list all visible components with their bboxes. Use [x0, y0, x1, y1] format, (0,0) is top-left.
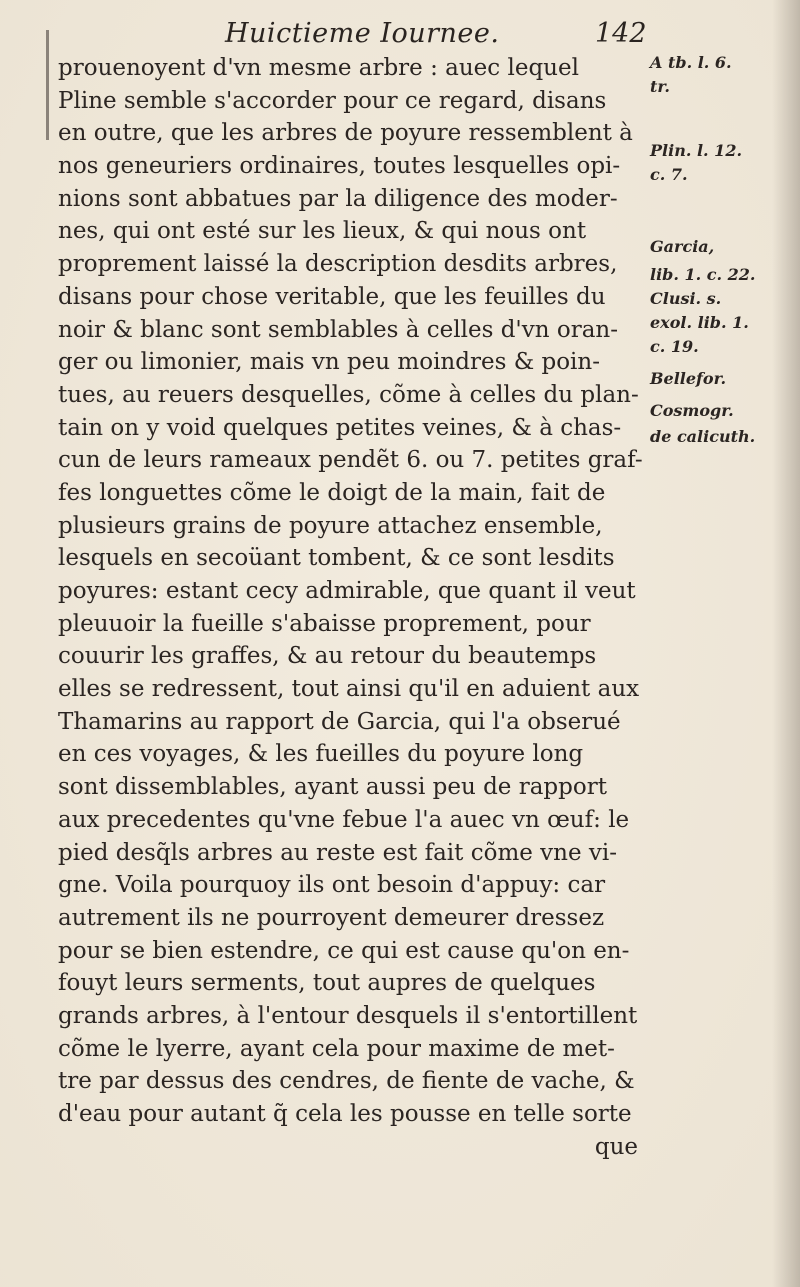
- text-line: d'eau pour autant q̃ cela les pousse en telle sorte: [58, 1101, 632, 1127]
- text-line: poyures: estant cecy admirable, que quant il veut: [58, 578, 636, 604]
- catchword: que: [594, 1133, 638, 1160]
- text-line: plusieurs grains de poyure attachez ensemble,: [58, 512, 603, 539]
- text-line: tre par dessus des cendres, de fiente de vache, &: [58, 1068, 635, 1095]
- text-line: Thamarins au rapport de Garcia, qui l'a obserué: [58, 708, 621, 735]
- text-line: fouyt leurs serments, tout aupres de quelques: [58, 970, 596, 997]
- page-header: [60, 14, 650, 54]
- text-line: sont dissemblables, ayant aussi peu de rapport: [58, 774, 607, 801]
- text-line: grands arbres, à l'entour desquels il s'entortillent: [58, 1002, 638, 1029]
- text-line: couurir les graffes, & au retour du beautemps: [58, 643, 597, 670]
- text-line: nes, qui ont esté sur les lieux, & qui nous ont: [58, 218, 587, 245]
- text-line: nions sont abbatues par la diligence des moder-: [58, 185, 618, 212]
- text-line: aux precedentes qu'vne febue l'a auec vn œuf: le: [58, 806, 630, 833]
- page-edge-shadow: [772, 0, 800, 1287]
- margin-note: A tb. l. 6.: [650, 53, 732, 72]
- text-line: autrement ils ne pourroyent demeurer dressez: [58, 904, 605, 931]
- text-line: ger ou limonier, mais vn peu moindres & poin-: [58, 349, 600, 376]
- text-line: cõme le lyerre, ayant cela pour maxime de met-: [58, 1035, 615, 1062]
- text-line: en ces voyages, & les fueilles du poyure long: [58, 741, 584, 768]
- margin-note: lib. 1. c. 22.: [650, 265, 756, 284]
- text-line: noir & blanc sont semblables à celles d'vn oran-: [58, 316, 618, 343]
- text-line: proprement laissé la description desdits arbres,: [58, 251, 618, 278]
- text-line: elles se redressent, tout ainsi qu'il en aduient aux: [58, 676, 640, 703]
- text-line: disans pour chose veritable, que les feuilles du: [58, 283, 606, 310]
- margin-note: exol. lib. 1.: [650, 313, 749, 332]
- page-number: 142: [595, 18, 647, 49]
- margin-note: Bellefor.: [650, 369, 727, 388]
- margin-note: Clusi. s.: [650, 289, 722, 308]
- margin-note: de calicuth.: [650, 427, 756, 446]
- margin-note: Cosmogr.: [650, 401, 734, 420]
- margin-note: Plin. l. 12.: [650, 141, 743, 160]
- text-line: pied desq̃ls arbres au reste est fait cõme vne vi-: [58, 839, 618, 866]
- text-line: tues, au reuers desquelles, cõme à celles du plan-: [58, 381, 639, 408]
- text-line: prouenoyent d'vn mesme arbre : auec lequel: [58, 55, 579, 81]
- running-title: Huictieme Iournee.: [225, 18, 500, 49]
- text-line: pleuuoir la fueille s'abaisse proprement, pour: [58, 610, 591, 637]
- text-line: pour se bien estendre, ce qui est cause qu'on en-: [58, 937, 630, 964]
- body-text: [58, 52, 648, 1163]
- text-line: Pline semble s'accorder pour ce regard, disans: [58, 87, 607, 114]
- text-line: tain on y void quelques petites veines, & à chas-: [58, 414, 622, 441]
- text-line: nos geneuriers ordinaires, toutes lesquelles opi-: [58, 153, 621, 180]
- margin-note: c. 7.: [650, 165, 688, 184]
- margin-note: c. 19.: [650, 337, 699, 356]
- text-line: fes longuettes cõme le doigt de la main, fait de: [58, 479, 606, 506]
- text-line: en outre, que les arbres de poyure ressemblent à: [58, 120, 633, 147]
- text-line: cun de leurs rameaux pendẽt 6. ou 7. petites graf-: [58, 447, 643, 474]
- text-line: lesquels en secoüant tombent, & ce sont lesdits: [58, 545, 615, 572]
- text-line: gne. Voila pourquoy ils ont besoin d'appuy: car: [58, 872, 606, 899]
- margin-note: tr.: [650, 77, 670, 96]
- margin-note: Garcia,: [650, 237, 715, 256]
- gutter-mark: [46, 30, 49, 140]
